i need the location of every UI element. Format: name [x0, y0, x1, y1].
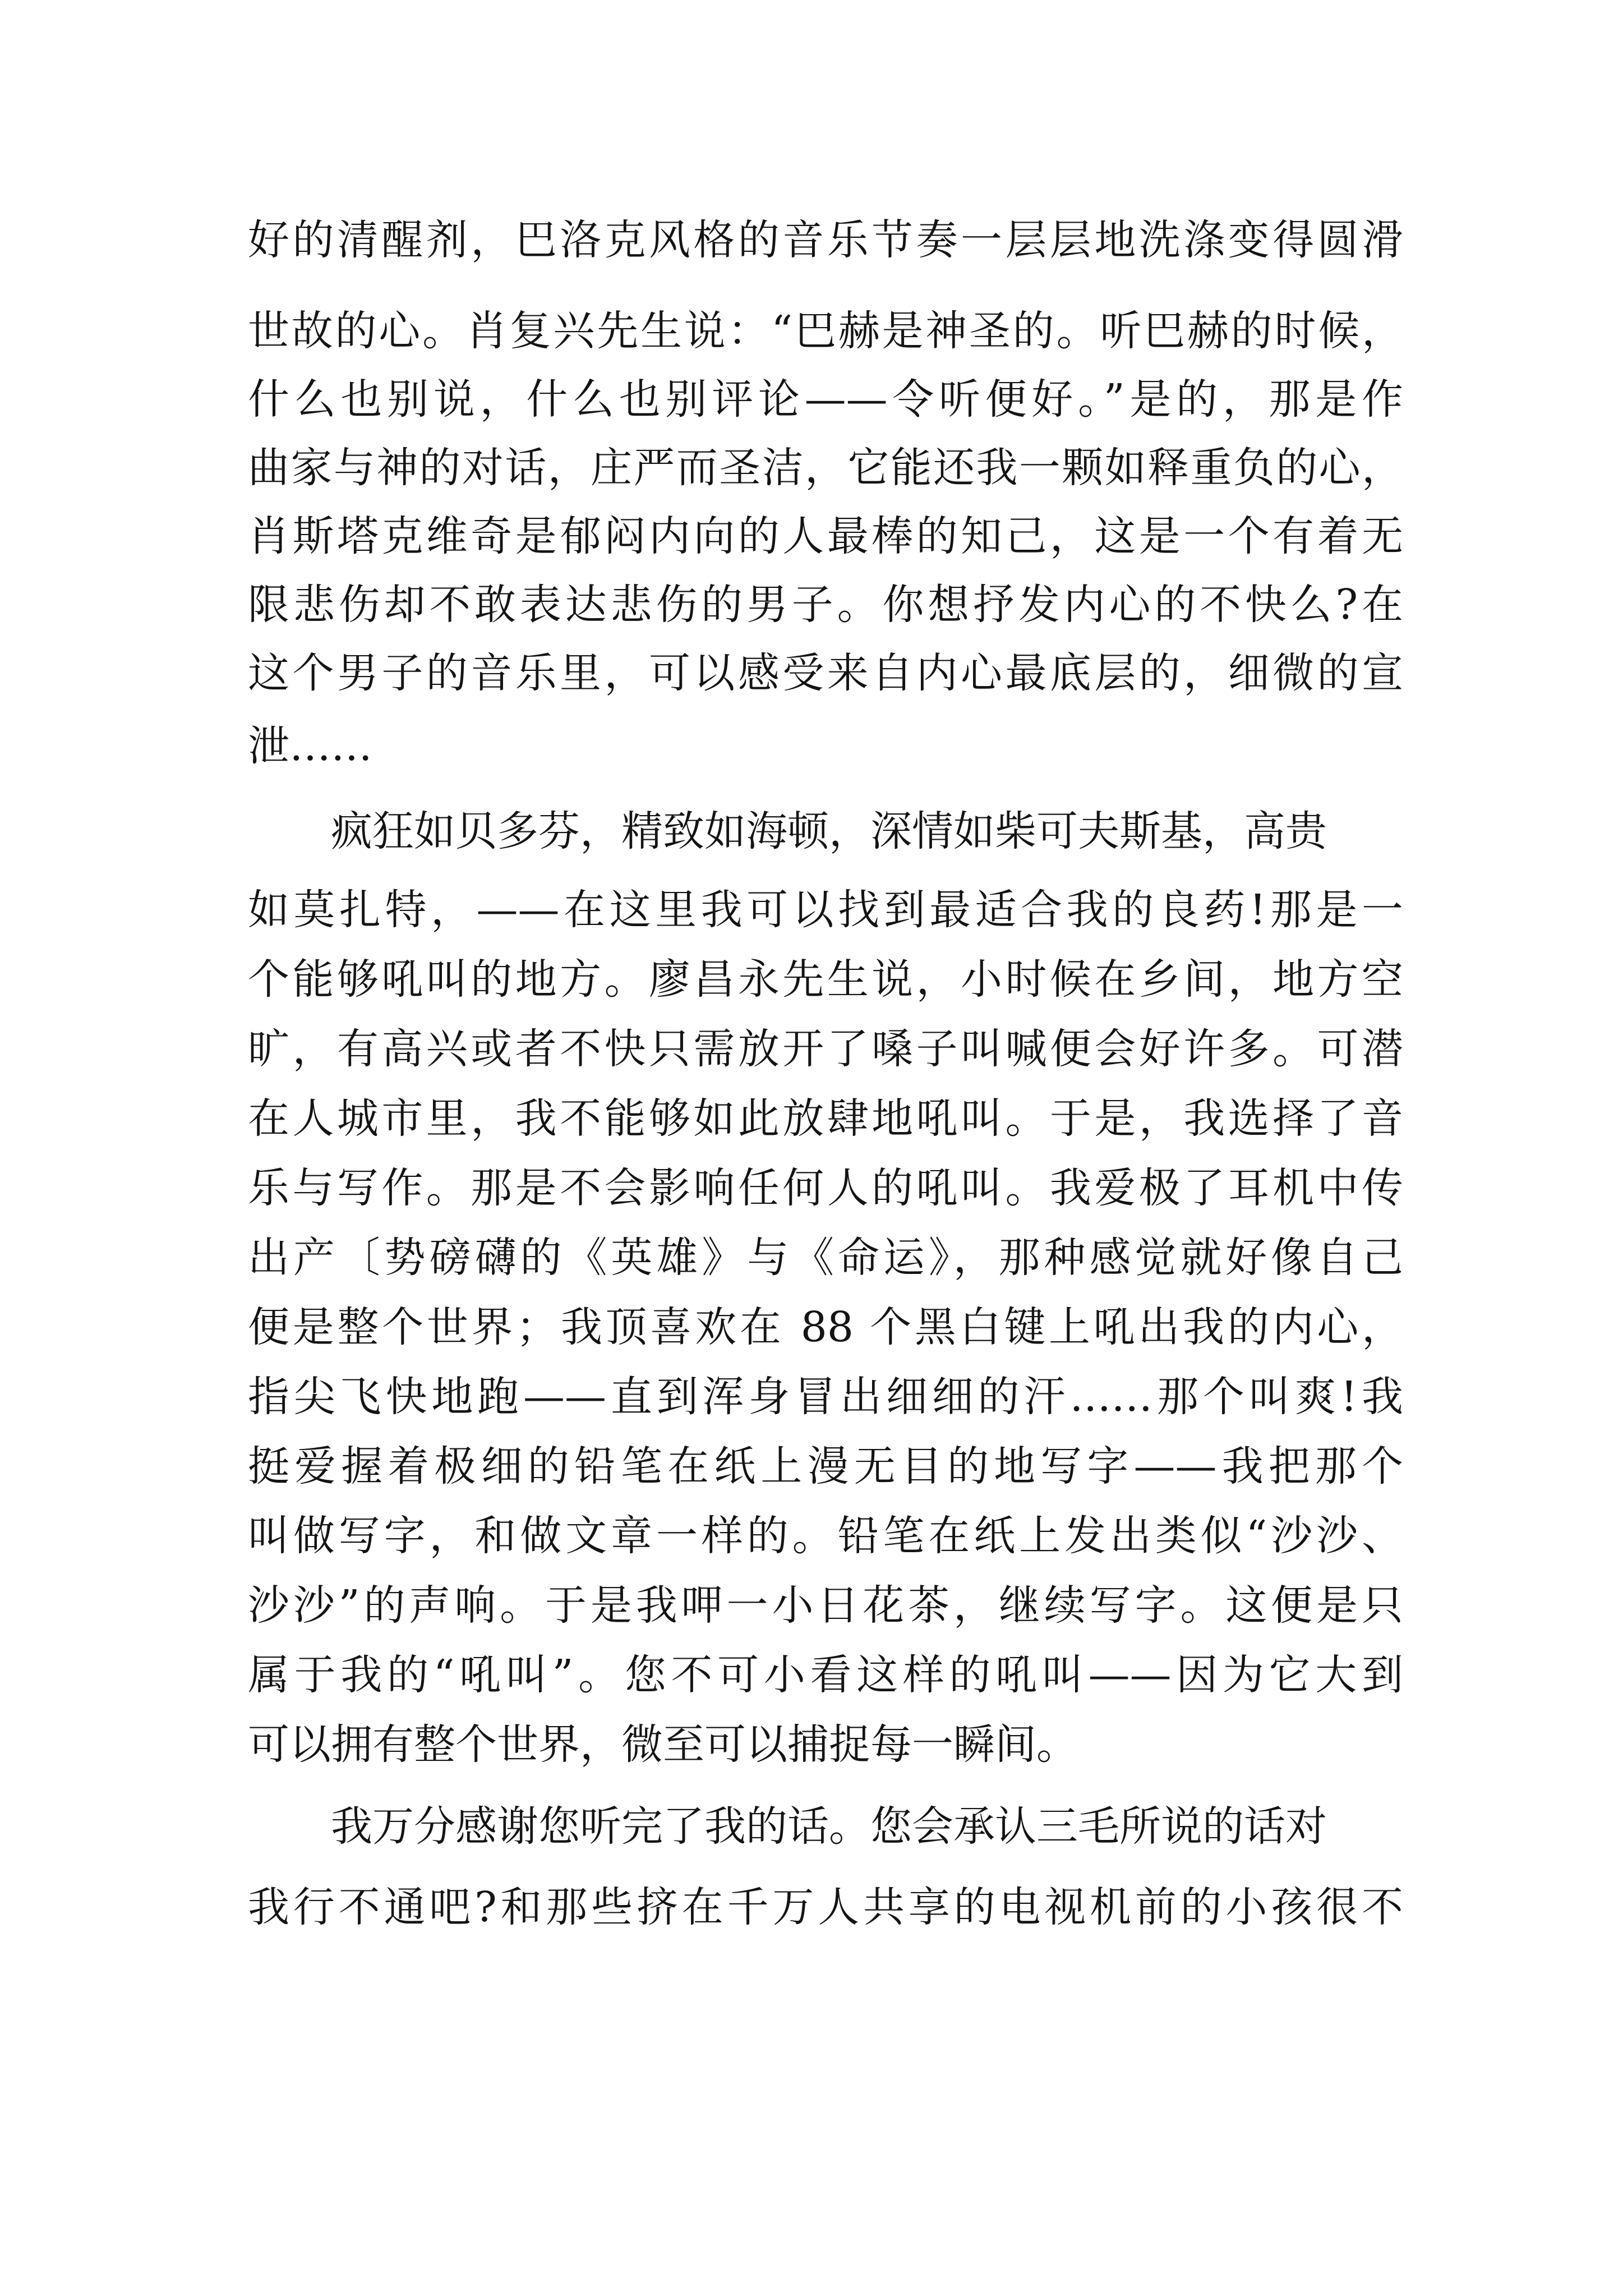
- text-line: 限悲伤却不敢表达悲伤的男子。你想抒发内心的不快么?在: [248, 581, 1403, 629]
- text-line: 个能够吼叫的地方。廖昌永先生说，小时候在乡间，地方空: [248, 955, 1403, 1004]
- text-line: 我万分感谢您听完了我的话。您会承认三毛所说的话对: [248, 1802, 1327, 1851]
- text-line: 疯狂如贝多芬，精致如海顿，深情如柴可夫斯基，高贵: [248, 807, 1327, 855]
- text-line: 这个男子的音乐里，可以感受来自内心最底层的，细微的宣: [248, 649, 1403, 697]
- text-line: 曲家与神的对话，庄严而圣洁，它能还我一颗如释重负的心，: [248, 444, 1403, 492]
- text-line: 叫做写字，和做文章一样的。铅笔在纸上发出类似“沙沙、: [248, 1512, 1403, 1560]
- text-line: 泄……: [248, 722, 372, 770]
- text-line: 肖斯塔克维奇是郁闷内向的人最棒的知己，这是一个有着无: [248, 512, 1403, 560]
- text-line: 世故的心。肖复兴先生说：“巴赫是神圣的。听巴赫的时候，: [248, 307, 1403, 355]
- text-line: 便是整个世界；我顶喜欢在 88 个黑白键上吼出我的内心，: [248, 1303, 1403, 1351]
- text-line: 如莫扎特，——在这里我可以找到最适合我的良药!那是一: [248, 886, 1403, 934]
- text-line: 什么也别说，什么也别评论——令听便好。”是的，那是作: [248, 375, 1403, 424]
- text-line: 出产〔势磅礴的《英雄》与《命运》，那种感觉就好像自己: [248, 1234, 1403, 1282]
- text-line: 可以拥有整个世界，微至可以捕捉每一瞬间。: [248, 1720, 1078, 1769]
- text-line: 挺爱握着极细的铅笔在纸上漫无目的地写字——我把那个: [248, 1442, 1403, 1490]
- text-line: 指尖飞快地跑——直到浑身冒出细细的汗……那个叫爽!我: [248, 1373, 1403, 1421]
- text-line: 属于我的“吼叫”。您不可小看这样的吼叫——因为它大到: [248, 1651, 1403, 1699]
- text-line: 旷，有高兴或者不快只需放开了嗓子叫喊便会好许多。可潜: [248, 1025, 1403, 1073]
- text-line: 我行不通吧?和那些挤在千万人共享的电视机前的小孩很不: [248, 1883, 1403, 1931]
- text-line: 好的清醒剂，巴洛克风格的音乐节奏一层层地洗涤变得圆滑: [248, 216, 1403, 264]
- text-line: 沙沙”的声响。于是我呷一小日花茶，继续写字。这便是只: [248, 1581, 1403, 1630]
- text-line: 乐与写作。那是不会影响任何人的吼叫。我爱极了耳机中传: [248, 1164, 1403, 1212]
- text-line: 在人城市里，我不能够如此放肆地吼叫。于是，我选择了音: [248, 1094, 1403, 1143]
